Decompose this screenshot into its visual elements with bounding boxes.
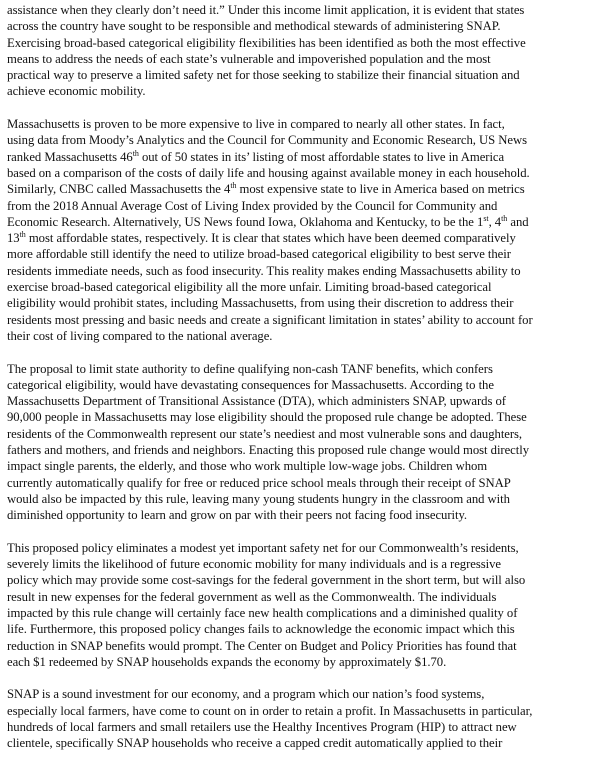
text-line: SNAP is a sound investment for our economy, and a program which our nation’s food systems,: [7, 687, 485, 702]
text-line: This proposed policy eliminates a modest yet important safety net for our Commonwealth’s residents,: [7, 540, 519, 555]
body-paragraph: [7, 2, 601, 100]
text-line: policy which may provide some cost-savings for the federal government in the short term, but will also: [7, 573, 526, 588]
text-line: currently automatically qualify for free or reduced price school meals through their receipt of SNAP: [7, 475, 511, 490]
text-line: eligibility would prohibit states, including Massachusetts, from using their discretion to address their: [7, 296, 514, 311]
text-line: residents of the Commonwealth represent our state’s neediest and most vulnerable sons and daughters,: [7, 426, 523, 441]
text-line: their cost of living compared to the national average.: [7, 328, 273, 343]
text-line: impacted by this rule change will certainly face new health complications and a diminished quality of: [7, 605, 518, 620]
text-line: fathers and mothers, and friends and neighbors. Enacting this proposed rule change would most directly: [7, 443, 530, 458]
text-line: hundreds of local farmers and small retailers use the Healthy Incentives Program (HIP) to attract new: [7, 720, 517, 735]
text-line: means to address the needs of each state’s vulnerable and impoverished population and the most: [7, 51, 491, 66]
text-line: life. Furthermore, this proposed policy changes fails to acknowledge the economic impact which this: [7, 622, 515, 637]
text-line: would also be impacted by this rule, leaving many young students hungry in the classroom and with: [7, 491, 510, 506]
text-line: based on a comparison of the costs of daily life and housing against available money in each household.: [7, 165, 530, 180]
ordinal-superscript: st: [483, 213, 489, 223]
text-line: [7, 230, 601, 246]
text-line: from the 2018 Annual Average Cost of Living Index provided by the Council for Community and: [7, 198, 498, 213]
text-line: [7, 149, 601, 165]
text-segment: , 4: [488, 214, 502, 229]
text-line: residents most pressing and basic needs and create a significant limitation in states’ ability to account for: [7, 312, 533, 327]
text-segment: Economic Research. Alternatively, US News found Iowa, Oklahoma and Kentucky, to be the 1: [7, 214, 484, 229]
text-line: Massachusetts is proven to be more expensive to live in compared to nearly all other states. In fact,: [7, 117, 505, 132]
ordinal-superscript: th: [132, 148, 139, 158]
ordinal-superscript: th: [501, 213, 508, 223]
text-line: diminished opportunity to learn and grow on par with their peers not facing food insecurity.: [7, 508, 468, 523]
text-line: Exercising broad-based categorical eligibility flexibilities has been identified as both the most effective: [7, 35, 526, 50]
body-paragraph: [7, 540, 601, 670]
text-line: [7, 181, 601, 197]
text-line: especially local farmers, have come to count on in order to retain a profit. In Massachusetts in particular,: [7, 703, 533, 718]
text-segment: ranked Massachusetts 46: [7, 149, 133, 164]
text-segment: 13: [7, 231, 20, 246]
text-segment: Similarly, CNBC called Massachusetts the 4: [7, 182, 231, 197]
text-line: The proposal to limit state authority to define qualifying non-cash TANF benefits, which confers: [7, 361, 493, 376]
text-line: assistance when they clearly don’t need it.” Under this income limit application, it is evident that states: [7, 3, 525, 17]
body-paragraph: [7, 116, 601, 344]
text-line: residents immediate needs, such as food insecurity. This reality makes ending Massachusetts ability to: [7, 263, 521, 278]
text-line: 90,000 people in Massachusetts may lose eligibility should the proposed rule change be adopted. These: [7, 410, 527, 425]
text-line: Massachusetts Department of Transitional Assistance (DTA), which administers SNAP, upwards of: [7, 394, 506, 409]
text-line: impact single parents, the elderly, and those who work multiple low-wage jobs. Children whom: [7, 459, 488, 474]
text-segment: most expensive state to live in America based on metrics: [236, 182, 525, 197]
body-paragraph: [7, 361, 601, 524]
text-line: result in new expenses for the federal government as well as the Commonwealth. The individuals: [7, 589, 497, 604]
text-line: across the country have sought to be responsible and methodical stewards of administering SNAP.: [7, 19, 501, 34]
text-line: using data from Moody’s Analytics and the Council for Community and Economic Research, US News: [7, 133, 527, 148]
text-line: reduction in SNAP benefits would prompt. The Center on Budget and Policy Priorities has found that: [7, 638, 517, 653]
text-line: categorical eligibility, would have devastating consequences for Massachusetts. According to the: [7, 377, 494, 392]
text-line: practical way to preserve a limited safety net for those seeking to stabilize their financial situation and: [7, 68, 520, 83]
text-line: exercise broad-based categorical eligibility all the more unfair. Limiting broad-based categorical: [7, 280, 492, 295]
text-segment: most affordable states, respectively. It is clear that states which have been deemed comparatively: [25, 231, 516, 246]
text-segment: and: [507, 214, 529, 229]
body-paragraph: [7, 686, 601, 751]
text-segment: out of 50 states in its’ listing of most affordable states to live in America: [138, 149, 505, 164]
text-line: each $1 redeemed by SNAP households expands the economy by approximately $1.70.: [7, 654, 447, 669]
text-line: clientele, specifically SNAP households who receive a capped credit automatically applied to their: [7, 736, 503, 751]
ordinal-superscript: th: [230, 181, 237, 191]
text-line: [7, 214, 601, 230]
ordinal-superscript: th: [19, 229, 26, 239]
text-line: achieve economic mobility.: [7, 84, 146, 99]
text-line: severely limits the likelihood of future economic mobility for many individuals and is a regressive: [7, 557, 501, 572]
text-line: more affordable still identify the need to utilize broad-based categorical eligibility to best serve their: [7, 247, 511, 262]
